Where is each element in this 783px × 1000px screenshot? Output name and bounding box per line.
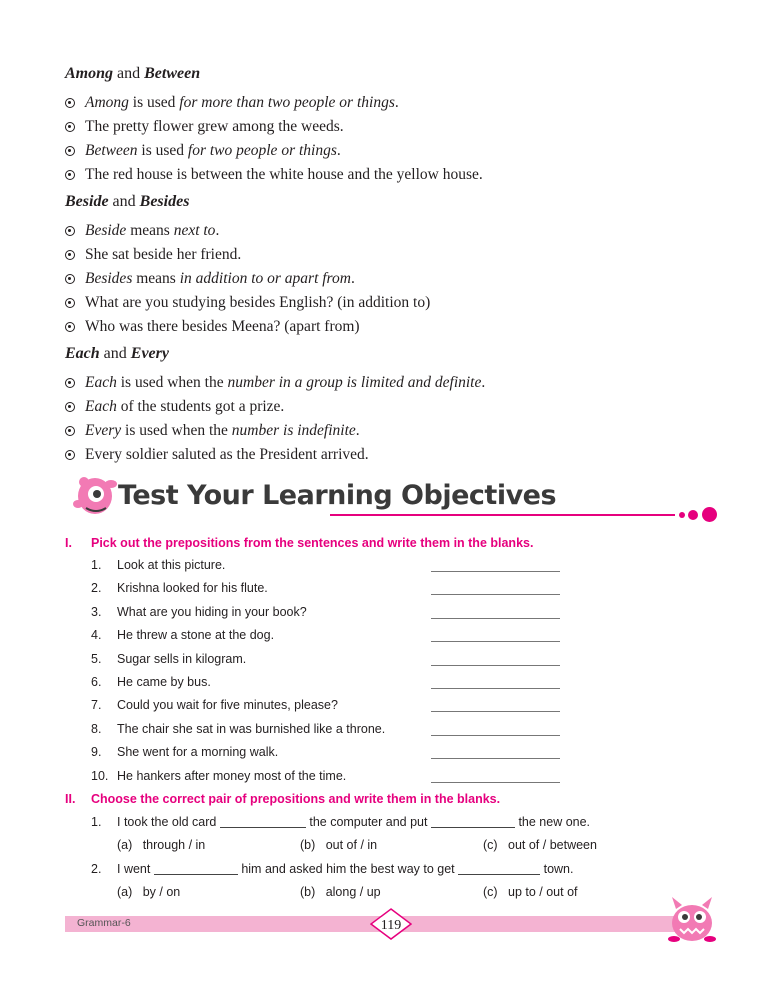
bullet-icon [65,322,75,332]
exercise-1-item: 9. She went for a morning walk. [91,745,279,760]
rule-item: Between is used for two people or things. [65,142,341,160]
bullet-icon [65,378,75,388]
exercise-2-question-2: 2. I went him and asked him the best way to get town. [91,862,574,876]
rule-item: Every soldier saluted as the President arrived. [65,446,369,464]
bullet-icon [65,298,75,308]
mascot-icon [72,470,124,518]
exercise-1-item: 3. What are you hiding in your book? [91,604,307,619]
rule-item: Each is used when the number in a group is limited and definite. [65,374,485,392]
bullet-icon [65,98,75,108]
option-c: (c) up to / out of [483,885,578,899]
footer-book-title: Grammar-6 [77,917,131,929]
exercise-2-question-1: 1. I took the old card the computer and put the new one. [91,815,591,829]
section-heading-beside-besides: Beside and Besides [65,193,190,210]
option-a: (a) through / in [117,838,206,852]
answer-blank[interactable] [154,864,238,875]
bullet-icon [65,426,75,436]
section-heading-among-between: Among and Between [65,65,201,82]
answer-blank[interactable] [431,817,515,828]
exercise-1-item: 10. He hankers after money most of the time. [91,768,347,783]
banner-dot-medium [688,510,698,520]
rule-item: Besides means in addition to or apart from. [65,270,355,288]
answer-blank[interactable] [431,641,560,642]
answer-blank[interactable] [431,618,560,619]
page-number: 119 [380,918,402,933]
exercise-1-item: 1. Look at this picture. [91,558,226,572]
exercise-1-item: 5. Sugar sells in kilogram. [91,651,247,666]
exercise-1-item: 2. Krishna looked for his flute. [91,581,268,596]
rule-item: Among is used for more than two people or things. [65,94,399,112]
exercise-1-item: 8. The chair she sat in was burnished like a throne. [91,721,386,736]
page-number-badge [370,908,412,940]
exercise-1-item: 4. He threw a stone at the dog. [91,628,275,643]
rule-item: Beside means next to. [65,222,219,240]
option-c: (c) out of / between [483,838,597,852]
exercise-1-item: 7. Could you wait for five minutes, please? [91,698,338,713]
monster-mascot-icon [664,895,720,945]
rule-item: The pretty flower grew among the weeds. [65,118,344,136]
option-a: (a) by / on [117,885,181,899]
answer-blank[interactable] [431,571,560,572]
bullet-icon [65,146,75,156]
rule-item: What are you studying besides English? (in addition to) [65,294,430,312]
rule-item: Each of the students got a prize. [65,398,284,416]
option-b: (b) out of / in [300,838,378,852]
bullet-icon [65,250,75,260]
rule-item: She sat beside her friend. [65,246,241,264]
banner-dot-large [702,507,717,522]
answer-blank[interactable] [220,817,306,828]
section-heading-each-every: Each and Every [65,345,169,362]
bullet-icon [65,170,75,180]
rule-item: Who was there besides Meena? (apart from) [65,318,360,336]
option-b: (b) along / up [300,885,381,899]
answer-blank[interactable] [431,688,560,689]
banner-dot-small [679,512,685,518]
answer-blank[interactable] [431,594,560,595]
bullet-icon [65,122,75,132]
exercise-1-heading: I. Pick out the prepositions from the sentences and write them in the blanks. [65,536,534,550]
exercise-2-heading: II. Choose the correct pair of prepositions and write them in the blanks. [65,792,501,806]
bullet-icon [65,450,75,460]
banner-title: Test Your Learning Objectives [118,480,557,511]
answer-blank[interactable] [431,711,560,712]
answer-blank[interactable] [431,735,560,736]
rule-item: Every is used when the number is indefinite. [65,422,360,440]
bullet-icon [65,402,75,412]
banner-divider [330,514,675,516]
answer-blank[interactable] [431,782,560,783]
exercise-1-item: 6. He came by bus. [91,675,211,689]
answer-blank[interactable] [431,758,560,759]
answer-blank[interactable] [458,864,540,875]
answer-blank[interactable] [431,665,560,666]
bullet-icon [65,274,75,284]
bullet-icon [65,226,75,236]
rule-item: The red house is between the white house and the yellow house. [65,166,483,184]
